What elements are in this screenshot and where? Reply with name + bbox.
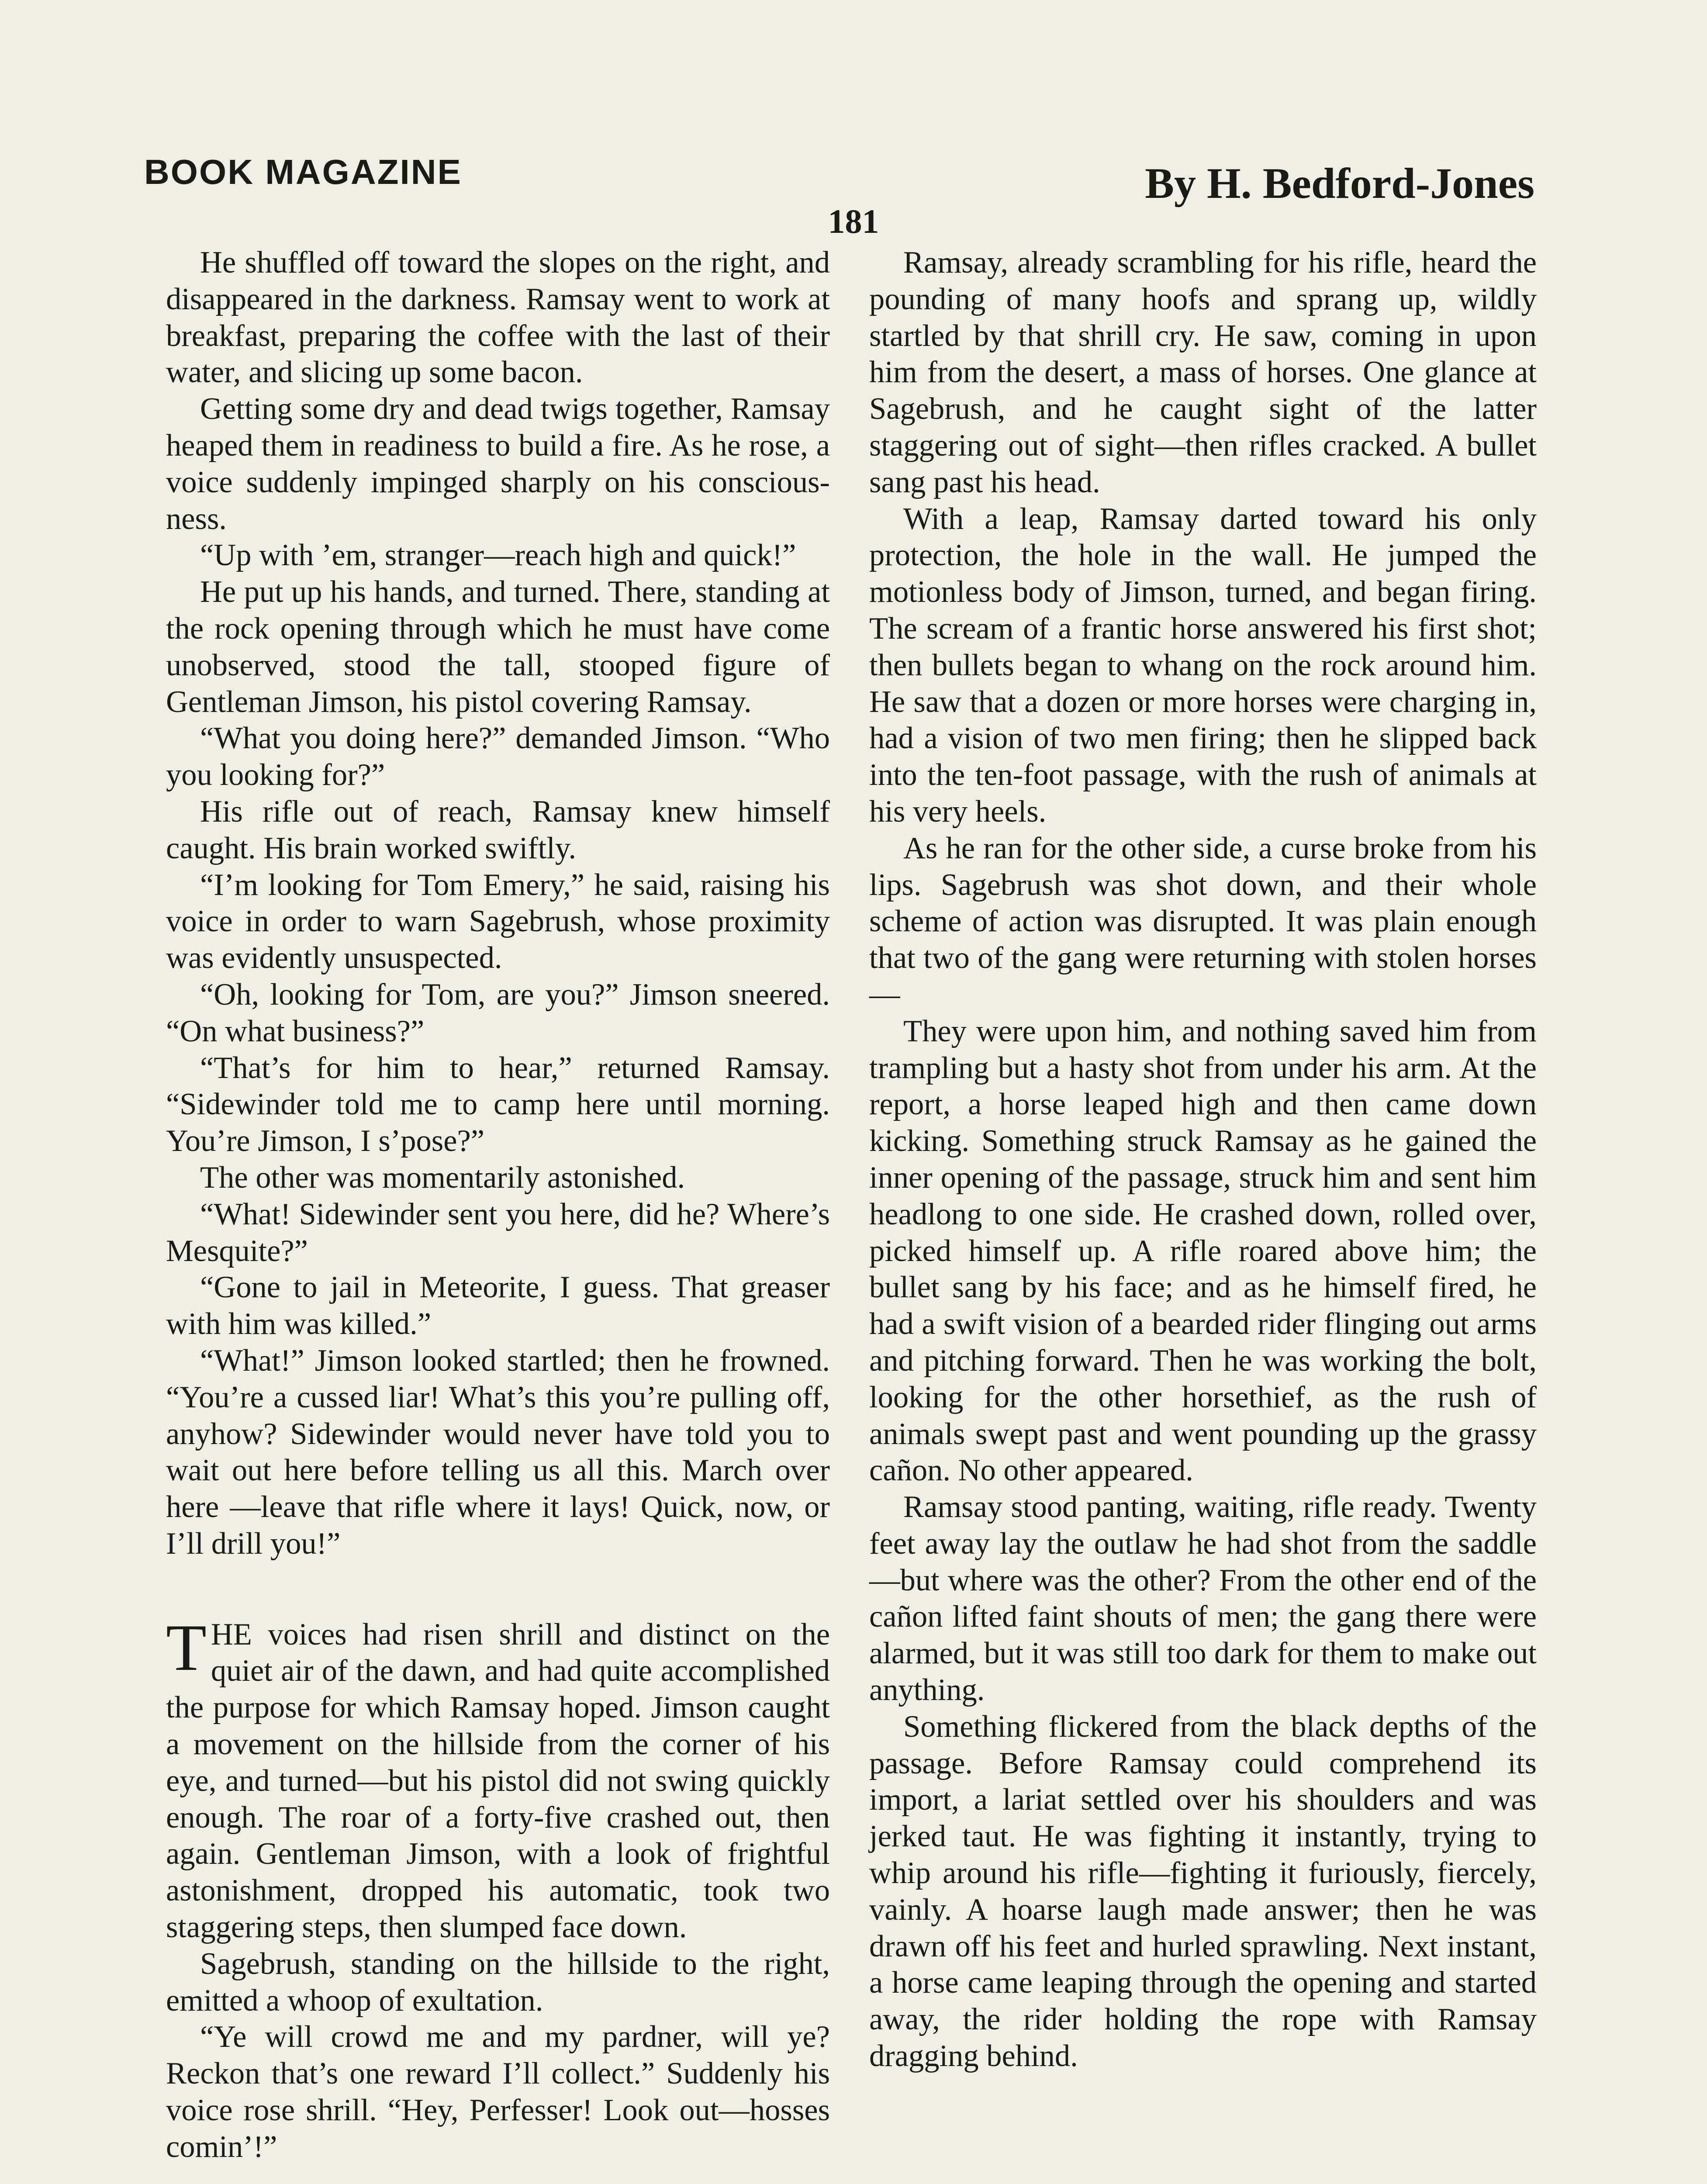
paragraph: Getting some dry and dead twigs together, Ramsay heaped them in readiness to build a fire. As he rose, a voice suddenly impinged sharply on his consciousness.	[166, 392, 830, 536]
section-opening-paragraph	[166, 1610, 830, 1946]
paragraph: Ramsay, already scrambling for his rifle, heard the pounding of many hoofs and sprang up, wildly startled by that shrill cry. He saw, coming in upon him from the desert, a mass of horses. One glance at Sagebrush, and he caught sight of the latter staggering out of sight—then rifles cracked. A bullet sang past his head.	[869, 245, 1537, 499]
paragraph: “Oh, looking for Tom, are you?” Jimson sneered. “On what business?”	[166, 977, 830, 1048]
author-byline: By H. Bedford-Jones	[1145, 159, 1534, 207]
right-column	[869, 245, 1537, 2075]
magazine-title: BOOK MAGAZINE	[144, 152, 462, 191]
paragraph: Ramsay stood panting, waiting, rifle ready. Twenty feet away lay the outlaw he had shot from the saddle—but where was the other? From the other end of the cañon lifted faint shouts of men; the gang there were alarmed, but it was still too dark for them to make out anything.	[869, 1490, 1537, 1707]
paragraph: “Up with ’em, stranger—reach high and quick!”	[200, 538, 796, 573]
paragraph: “Ye will crowd me and my pardner, will ye? Reckon that’s one reward I’ll collect.” Suddenly his voice rose shrill. “Hey, Perfesser! Look out—hosses comin’!”	[166, 2020, 830, 2164]
drop-cap: T	[166, 1610, 207, 1684]
paragraph: “What! Sidewinder sent you here, did he? Where’s Mesquite?”	[166, 1197, 830, 1268]
paragraph: The other was momentarily astonished.	[200, 1160, 685, 1195]
paragraph: He shuffled off toward the slopes on the right, and disappeared in the darkness. Ramsay went to work at breakfast, preparing the coffee with the last of their water, and slicing up some bacon.	[166, 245, 830, 390]
paragraph: They were upon him, and nothing saved him from trampling but a hasty shot from under his arm. At the report, a horse leaped high and then came down kicking. Something struck Ramsay as he gained the inner opening of the passage, struck him and sent him headlong to one side. He crashed down, rolled over, picked himself up. A rifle roared above him; the bullet sang by his face; and as he himself fired, he had a swift vision of a bearded rider flinging out arms and pitching forward. Then he was working the bolt, looking for the other horsethief, as the rush of animals swept past and went pounding up the grassy cañon. No other appeared.	[869, 1014, 1537, 1488]
paragraph: Sagebrush, standing on the hillside to the right, emitted a whoop of exultation.	[166, 1946, 830, 2018]
paragraph: As he ran for the other side, a curse broke from his lips. Sagebrush was shot down, and their whole scheme of action was disrupted. It was plain enough that two of the gang were returning with stolen horses—	[869, 831, 1537, 1012]
paragraph: With a leap, Ramsay darted toward his only protection, the hole in the wall. He jumped the motionless body of Jimson, turned, and began firing. The scream of a frantic horse answered his first shot; then bullets began to whang on the rock around him. He saw that a dozen or more horses were charging in, had a vision of two men firing; then he slipped back into the ten-foot passage, with the rush of animals at his very heels.	[869, 501, 1537, 829]
paragraph: “That’s for him to hear,” returned Ramsay. “Sidewinder told me to camp here until morning. You’re Jimson, I s’pose?”	[166, 1051, 830, 1158]
paragraph: “I’m looking for Tom Emery,” he said, raising his voice in order to warn Sagebrush, whose proximity was evidently unsuspected.	[166, 867, 830, 975]
paragraph: Something flickered from the black depths of the passage. Before Ramsay could comprehend its import, a lariat settled over his shoulders and was jerked taut. He was fighting it instantly, trying to whip around his rifle—fighting it furiously, fiercely, vainly. A hoarse laugh made answer; then he was drawn off his feet and hurled sprawling. Next instant, a horse came leaping through the opening and started away, the rider holding the rope with Ramsay dragging behind.	[869, 1709, 1537, 2073]
paragraph: “What!” Jimson looked startled; then he frowned. “You’re a cussed liar! What’s this you’re pulling off, anyhow? Sidewinder would never have told you to wait out here before telling us all this. March over here —leave that rifle where it lays! Quick, now, or I’ll drill you!”	[166, 1343, 830, 1561]
page-number: 181	[828, 202, 879, 240]
section-opening-text: HE voices had risen shrill and distinct on the quiet air of the dawn, and had quite accomplished the purpose for which Ramsay hoped. Jimson caught a movement on the hillside from the corner of his eye, and turned—but his pistol did not swing quickly enough. The roar of a forty-five crashed out, then again. Gentleman Jimson, with a look of frightful astonishment, dropped his automatic, took two staggering steps, then slumped face down.	[166, 1617, 830, 1945]
left-column	[166, 245, 830, 2166]
paragraph: “What you doing here?” demanded Jimson. “Who you looking for?”	[166, 721, 830, 792]
paragraph: He put up his hands, and turned. There, standing at the rock opening through which he must have come unobserved, stood the tall, stooped figure of Gentleman Jimson, his pistol covering Ramsay.	[166, 575, 830, 719]
paragraph: “Gone to jail in Meteorite, I guess. That greaser with him was killed.”	[166, 1270, 830, 1341]
paragraph: His rifle out of reach, Ramsay knew himself caught. His brain worked swiftly.	[166, 794, 830, 865]
